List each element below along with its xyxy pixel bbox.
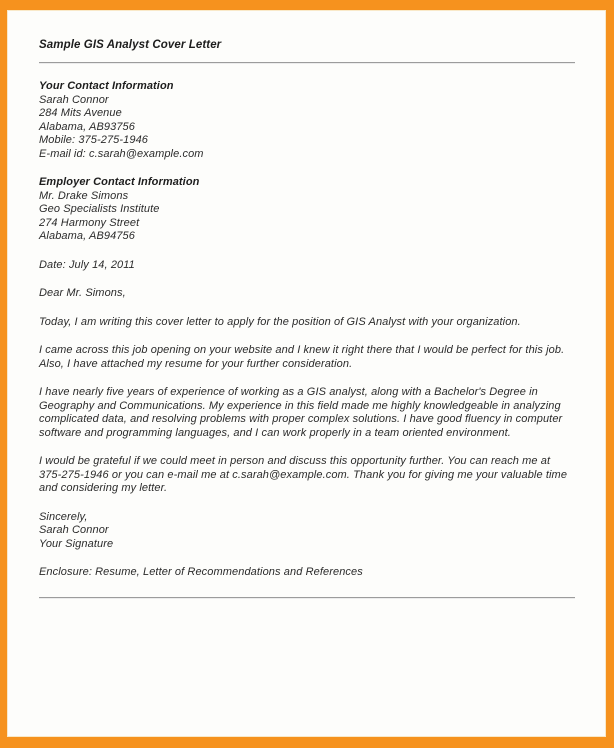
body-paragraph: Today, I am writing this cover letter to apply for the position of GIS Analyst with your organization. xyxy=(39,315,521,328)
employer-company: Geo Specialists Institute xyxy=(39,203,160,215)
top-divider xyxy=(39,62,575,64)
closing-sincerely: Sincerely, xyxy=(39,510,88,523)
page-title: Sample GIS Analyst Cover Letter xyxy=(39,39,222,51)
sender-email: E-mail id: c.sarah@example.com xyxy=(39,147,204,160)
employer-name: Mr. Drake Simons xyxy=(39,189,129,202)
body-paragraph: I came across this job opening on your website and I knew it right there that I would be perfect for this job. Also, I have attached my resume for your further consideration. xyxy=(39,344,565,370)
closing-name: Sarah Connor xyxy=(39,524,109,536)
cover-letter-page xyxy=(7,10,606,737)
employer-city: Alabama, AB94756 xyxy=(39,230,135,242)
employer-contact-heading: Employer Contact Information xyxy=(39,176,200,188)
body-paragraph: I have nearly five years of experience of working as a GIS analyst, along with a Bachelor's Degree in Geography and Communications. My experience in this field made me highly knowledgeable in analyzing complicated data, and resolving problems with proper complex solutions. I have good fluency in computer software and programming languages, and I can work properly in a team oriented environment. xyxy=(39,386,563,439)
sender-contact-section xyxy=(39,80,575,161)
employer-street: 274 Harmony Street xyxy=(39,216,140,229)
sender-mobile: Mobile: 375-275-1946 xyxy=(39,134,149,146)
closing-signature: Your Signature xyxy=(39,537,114,550)
sender-contact-heading: Your Contact Information xyxy=(39,80,174,92)
sender-name: Sarah Connor xyxy=(39,93,109,106)
salutation: Dear Mr. Simons, xyxy=(39,287,126,299)
body-paragraph: I would be grateful if we could meet in person and discuss this opportunity further. You can reach me at 375-275-1946 or you can e-mail me at c.sarah@example.com. Thank you for giving me your valuable time and considering my letter. xyxy=(39,455,568,494)
bottom-divider xyxy=(39,597,575,599)
enclosure-line: Enclosure: Resume, Letter of Recommendations and References xyxy=(39,566,363,578)
sender-city: Alabama, AB93756 xyxy=(39,120,135,133)
date-line: Date: July 14, 2011 xyxy=(39,258,135,271)
employer-contact-section xyxy=(39,176,575,244)
sender-street: 284 Mits Avenue xyxy=(39,107,122,119)
closing-block xyxy=(39,511,575,552)
